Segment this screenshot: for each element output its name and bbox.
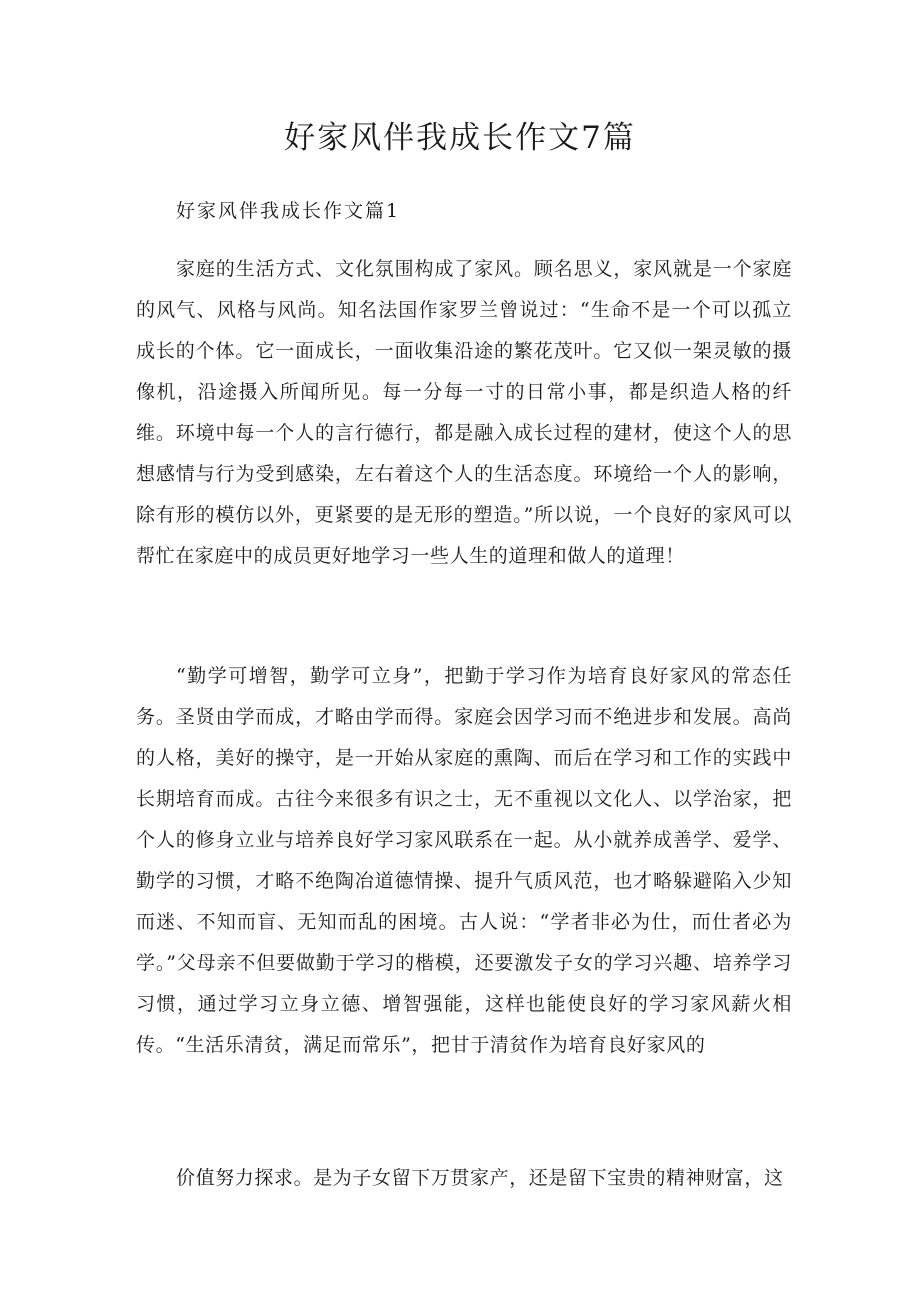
paragraph-3: 价值努力探求。是为子女留下万贯家产，还是留下宝贵的精神财富，这: [176, 1167, 784, 1189]
document-title: 好家风伴我成长作文7篇: [284, 120, 636, 156]
paragraph-1: 家庭的生活方式、文化氛围构成了家风。顾名思义，家风就是一个家庭的风气、风格与风尚。知名法国作家罗兰曾说过：“生命不是一个可以孤立成长的个体。它一面成长，一面收集沿途的繁花茂叶。它又似一架灵敏的摄像机，沿途摄入所闻所见。每一分每一寸的日常小事，都是织造人格的纤维。环境中每一个人的言行德行，都是融入成长过程的建材，使这个人的思想感情与行为受到感染，左右着这个人的生活态度。环境给一个人的影响，除有形的模仿以外，更紧要的是无形的塑造。”所以说，一个良好的家风可以帮忙在家庭中的成员更好地学习一些人生的道理和做人的道理！: [136, 258, 792, 567]
section-heading: 好家风伴我成长作文篇1: [176, 200, 401, 222]
paragraph-2: “勤学可增智，勤学可立身”，把勤于学习作为培育良好家风的常态任务。圣贤由学而成，才略由学而得。家庭会因学习而不绝进步和发展。高尚的人格，美好的操守，是一开始从家庭的熏陶、而后在学习和工作的实践中长期培育而成。古往今来很多有识之士，无不重视以文化人、以学治家，把个人的修身立业与培养良好学习家风联系在一起。从小就养成善学、爱学、勤学的习惯，才略不绝陶冶道德情操、提升气质风范，也才略躲避陷入少知而迷、不知而盲、无知而乱的困境。古人说：“学者非必为仕，而仕者必为学。”父母亲不但要做勤于学习的楷模，还要激发子女的学习兴趣、培养学习习惯，通过学习立身立德、增智强能，这样也能使良好的学习家风薪火相传。“生活乐清贫，满足而常乐”，把甘于清贫作为培育良好家风的: [136, 665, 792, 1056]
